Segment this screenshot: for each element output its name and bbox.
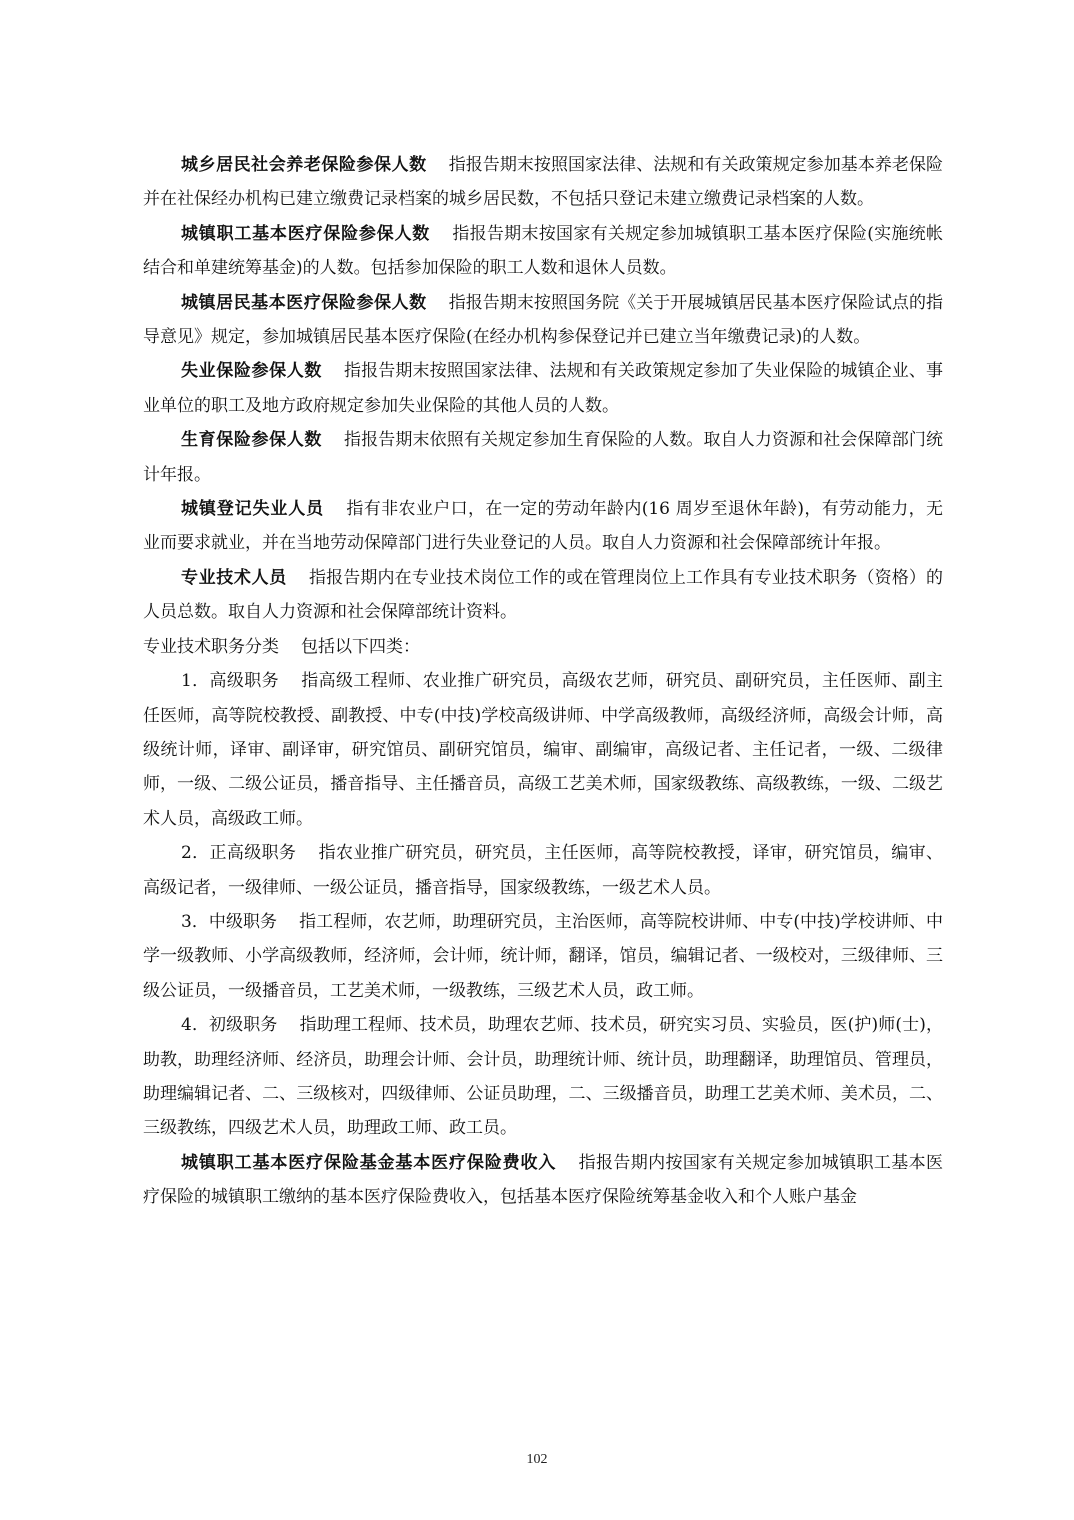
classification-item (143, 1008, 943, 1146)
definition-term: 城镇职工基本医疗保险基金基本医疗保险费收入 (181, 1152, 557, 1173)
classification-title: 专业技术职务分类 (143, 636, 279, 657)
definition-paragraph (143, 286, 943, 355)
definition-text: 指有非农业户口，在一定的劳动年龄内(16 周岁至退休年龄)，有劳动能力，无业而要求就业，并在当地劳动保障部门进行失业登记的人员。取自人力资源和社会保障部统计年报。 (143, 499, 943, 554)
definition-text: 指报告期末依照有关规定参加生育保险的人数。取自人力资源和社会保障部门统计年报。 (143, 430, 944, 485)
definition-term: 专业技术人员 (181, 567, 287, 588)
definition-term: 城乡居民社会养老保险参保人数 (181, 155, 427, 175)
definition-paragraph (143, 561, 943, 630)
page-number: 102 (526, 1452, 548, 1467)
definition-paragraph (143, 354, 943, 423)
definition-paragraph (143, 217, 943, 286)
definition-paragraph (143, 492, 943, 561)
definition-text: 指报告期末按照国家法律、法规和有关政策规定参加基本养老保险并在社保经办机构已建立缴费记录档案的城乡居民数，不包括只登记未建立缴费记录档案的人数。 (143, 155, 944, 210)
classification-item-text: 指农业推广研究员，研究员，主任医师，高等院校教授，译审，研究馆员，编审、高级记者，一级律师、一级公证员，播音指导，国家级教练，一级艺术人员。 (143, 843, 943, 898)
definition-text: 指报告期末按照国家法律、法规和有关政策规定参加了失业保险的城镇企业、事业单位的职工及地方政府规定参加失业保险的其他人员的人数。 (143, 361, 944, 416)
classification-item (143, 905, 943, 1008)
classification-item-label: 2．正高级职务 (181, 843, 297, 864)
classification-item-label: 1．高级职务 (181, 671, 279, 692)
classification-item (143, 664, 943, 836)
definition-text: 指报告期内按国家有关规定参加城镇职工基本医疗保险的城镇职工缴纳的基本医疗保险费收入，包括基本医疗保险统筹基金收入和个人账户基金 (143, 1152, 943, 1208)
classification-item (143, 836, 943, 905)
definition-term: 城镇居民基本医疗保险参保人数 (181, 292, 427, 313)
classification-item-text: 指高级工程师、农业推广研究员，高级农艺师，研究员、副研究员，主任医师、副主任医师，高等院校教授、副教授、中专(中技)学校高级讲师、中学高级教师，高级经济师，高级会计师，高级统计师，译审、副译审，研究馆员、副研究馆员，编审、副编审，高级记者、主任记者，一级、二级律师，一级、二级公证员，播音指导、主任播音员，高级工艺美术师，国家级教练、高级教练，一级、二级艺术人员，高级政工师。 (143, 671, 943, 829)
definition-paragraph (143, 1146, 943, 1215)
definition-paragraph (143, 148, 943, 217)
classification-item-label: 3．中级职务 (181, 911, 278, 932)
definition-text: 指报告期末按国家有关规定参加城镇职工基本医疗保险(实施统帐结合和单建统筹基金)的人数。包括参加保险的职工人数和退休人员数。 (143, 223, 943, 279)
classification-item-text: 指助理工程师、技术员，助理农艺师、技术员，研究实习员、实验员，医(护)师(士)，助教，助理经济师、经济员，助理会计师、会计员，助理统计师、统计员，助理翻译，助理馆员、管理员，助理编辑记者、二、三级核对，四级律师、公证员助理，二、三级播音员，助理工艺美术师、美术员，二、三级教练，四级艺术人员，助理政工师、政工员。 (143, 1015, 943, 1139)
definition-term: 失业保险参保人数 (181, 361, 322, 382)
definition-text: 指报告期末按照国务院《关于开展城镇居民基本医疗保险试点的指导意见》规定，参加城镇居民基本医疗保险(在经办机构参保登记并已建立当年缴费记录)的人数。 (143, 292, 944, 348)
definition-term: 城镇登记失业人员 (181, 499, 324, 520)
classification-item-label: 4．初级职务 (181, 1015, 278, 1036)
definition-paragraph (143, 423, 943, 492)
classification-intro: 包括以下四类： (301, 636, 420, 657)
document-body (143, 148, 943, 1215)
definition-term: 城镇职工基本医疗保险参保人数 (181, 223, 431, 244)
classification-item-text: 指工程师，农艺师，助理研究员，主治医师，高等院校讲师、中专(中技)学校讲师、中学一级教师、小学高级教师，经济师，会计师，统计师，翻译，馆员，编辑记者、一级校对，三级律师、三级公证员，一级播音员，工艺美术师，一级教练，三级艺术人员，政工师。 (143, 911, 943, 1001)
definition-text: 指报告期内在专业技术岗位工作的或在管理岗位上工作具有专业技术职务（资格）的人员总数。取自人力资源和社会保障部统计资料。 (143, 567, 944, 623)
classification-heading (143, 630, 943, 664)
definition-term: 生育保险参保人数 (181, 430, 322, 451)
